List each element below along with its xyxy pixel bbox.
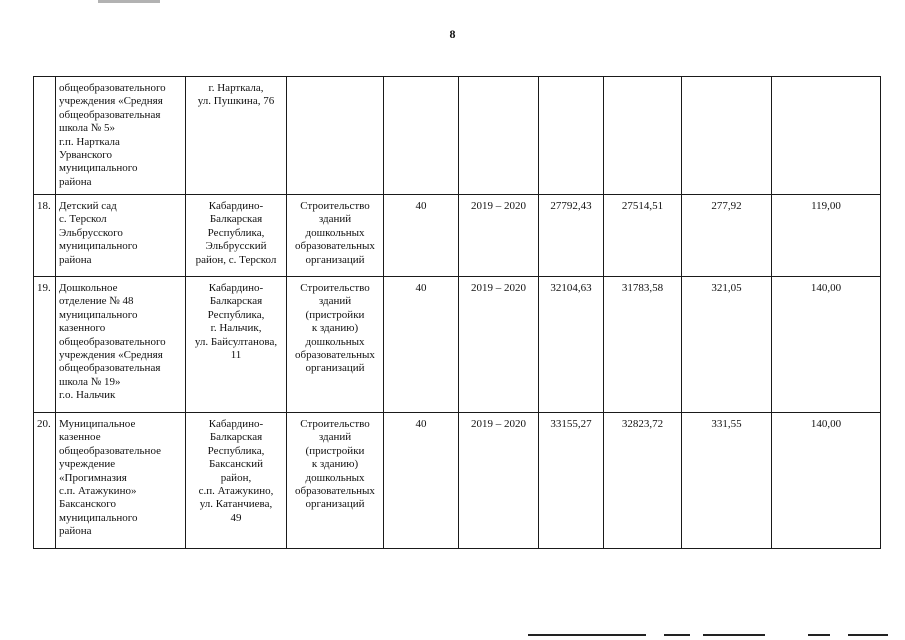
capacity-cell: 40 — [384, 413, 459, 549]
table-row — [34, 413, 881, 549]
construction-purpose: Строительство зданий дошкольных образовательных организаций — [287, 195, 384, 277]
scan-artifact-bottom-5 — [848, 634, 888, 636]
total-cost-cell: 32104,63 — [539, 277, 604, 413]
scan-artifact-bottom-3 — [703, 634, 765, 636]
page-number: 8 — [449, 27, 456, 41]
period-cell: 2019 – 2020 — [459, 413, 539, 549]
objects-table — [33, 76, 881, 549]
last-value-cell: 140,00 — [772, 277, 881, 413]
institution-address: Кабардино- Балкарская Республика, Баксанский район, с.п. Атажукино, ул. Катанчиева, 49 — [186, 413, 287, 549]
last-value-cell — [772, 77, 881, 195]
institution-name: Муниципальное казенное общеобразовательное учреждение «Прогимназия с.п. Атажукино» Баксанского муниципального района — [56, 413, 186, 549]
table-row — [34, 77, 881, 195]
institution-name: Детский сад с. Терскол Эльбрусского муниципального района — [56, 195, 186, 277]
row-number: 19. — [34, 277, 56, 413]
institution-name: общеобразовательного учреждения «Средняя общеобразовательная школа № 5» г.п. Нарткала Урванского муниципального района — [56, 77, 186, 195]
federal-funds-cell — [604, 77, 682, 195]
scan-artifact-bottom-1 — [528, 634, 646, 636]
row-number: 18. — [34, 195, 56, 277]
federal-funds-cell: 27514,51 — [604, 195, 682, 277]
scan-artifact-bottom-2 — [664, 634, 690, 636]
institution-name: Дошкольное отделение № 48 муниципального казенного общеобразовательного учреждения «Средняя общеобразовательная школа № 19» г.о. Нальчик — [56, 277, 186, 413]
institution-address: Кабардино- Балкарская Республика, г. Нальчик, ул. Байсултанова, 11 — [186, 277, 287, 413]
total-cost-cell: 33155,27 — [539, 413, 604, 549]
last-value-cell: 119,00 — [772, 195, 881, 277]
period-cell: 2019 – 2020 — [459, 195, 539, 277]
regional-funds-cell: 277,92 — [682, 195, 772, 277]
federal-funds-cell: 32823,72 — [604, 413, 682, 549]
construction-purpose: Строительство зданий (пристройки к зданию) дошкольных образовательных организаций — [287, 277, 384, 413]
table-row — [34, 277, 881, 413]
regional-funds-cell: 331,55 — [682, 413, 772, 549]
regional-funds-cell: 321,05 — [682, 277, 772, 413]
total-cost-cell — [539, 77, 604, 195]
scan-artifact-top — [98, 0, 160, 3]
capacity-cell: 40 — [384, 195, 459, 277]
last-value-cell: 140,00 — [772, 413, 881, 549]
federal-funds-cell: 31783,58 — [604, 277, 682, 413]
row-number — [34, 77, 56, 195]
construction-purpose — [287, 77, 384, 195]
table-row — [34, 195, 881, 277]
period-cell — [459, 77, 539, 195]
regional-funds-cell — [682, 77, 772, 195]
institution-address: Кабардино- Балкарская Республика, Эльбрусский район, с. Терскол — [186, 195, 287, 277]
total-cost-cell: 27792,43 — [539, 195, 604, 277]
row-number: 20. — [34, 413, 56, 549]
scan-artifact-bottom-4 — [808, 634, 830, 636]
capacity-cell: 40 — [384, 277, 459, 413]
construction-purpose: Строительство зданий (пристройки к зданию) дошкольных образовательных организаций — [287, 413, 384, 549]
period-cell: 2019 – 2020 — [459, 277, 539, 413]
institution-address: г. Нарткала, ул. Пушкина, 76 — [186, 77, 287, 195]
capacity-cell — [384, 77, 459, 195]
